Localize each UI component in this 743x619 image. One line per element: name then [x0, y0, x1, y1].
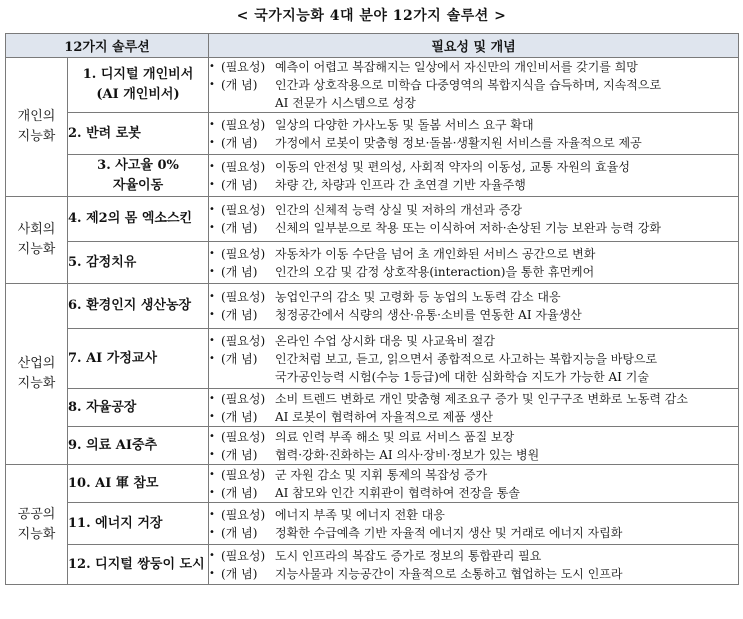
- need-text: 도시 인프라의 복잡도 증가로 정보의 통합관리 필요: [275, 548, 542, 563]
- need-item: [209, 428, 738, 446]
- concept-label: (개 념): [221, 351, 258, 366]
- concept-list: [209, 390, 738, 426]
- concept-label: (개 념): [221, 264, 258, 279]
- need-label: (필요성): [221, 117, 266, 132]
- need-label: (필요성): [221, 290, 266, 304]
- need-text: 농업인구의 감소 및 고령화 등 농업의 노동력 감소 대응: [275, 290, 561, 304]
- concept-label: (개 념): [221, 308, 258, 322]
- concept-cell: [209, 284, 739, 329]
- bullet-icon: •: [209, 118, 215, 130]
- bullet-icon: •: [209, 486, 215, 498]
- bullet-icon: •: [209, 468, 215, 480]
- bullet-icon: •: [209, 352, 215, 364]
- concept-cell: [209, 503, 739, 545]
- bullet-icon: •: [209, 526, 215, 538]
- concept-list: [209, 288, 738, 324]
- table-row: [6, 465, 739, 503]
- table-row: [6, 155, 739, 197]
- domain-cell: 산업의 지능화: [6, 284, 68, 465]
- concept-cell: [209, 389, 739, 427]
- concept-label: (개 념): [221, 409, 258, 424]
- need-text: 예측이 어렵고 복잡해지는 일상에서 자신만의 개인비서를 갖기를 희망: [275, 60, 638, 74]
- solution-name: 5. 감정치유: [68, 242, 209, 284]
- need-text: 에너지 부족 및 에너지 전환 대응: [275, 507, 445, 522]
- concept-list: [209, 506, 738, 542]
- bullet-icon: •: [209, 61, 215, 72]
- domain-cell: 사회의 지능화: [6, 197, 68, 284]
- table-row: [6, 503, 739, 545]
- concept-list: [209, 245, 738, 281]
- concept-label: (개 념): [221, 135, 258, 150]
- need-item: [209, 116, 738, 134]
- bullet-icon: •: [209, 392, 215, 404]
- concept-label: (개 념): [221, 221, 258, 235]
- concept-label: (개 념): [221, 525, 258, 540]
- table-row: [6, 242, 739, 284]
- bullet-icon: •: [209, 222, 215, 233]
- concept-list: [209, 428, 738, 464]
- domain-cell: 공공의 지능화: [6, 465, 68, 585]
- need-text: 온라인 수업 상시화 대응 및 사교육비 절감: [275, 333, 495, 348]
- concept-item: [209, 408, 738, 426]
- bullet-icon: •: [209, 136, 215, 148]
- solution-name: 7. AI 가정교사: [68, 329, 209, 389]
- bullet-icon: •: [209, 79, 215, 90]
- table-header-row: [6, 34, 739, 58]
- solution-name: 10. AI 軍 참모: [68, 465, 209, 503]
- concept-cell: [209, 329, 739, 389]
- bullet-icon: •: [209, 291, 215, 302]
- need-label: (필요성): [221, 429, 266, 444]
- need-label: (필요성): [221, 507, 266, 522]
- concept-item: [209, 446, 738, 464]
- bullet-icon: •: [209, 448, 215, 460]
- header-solution: 12가지 솔루션: [6, 34, 209, 58]
- concept-cell: [209, 465, 739, 503]
- concept-item: [209, 76, 738, 112]
- need-item: [209, 506, 738, 524]
- concept-cell: [209, 242, 739, 284]
- concept-label: (개 념): [221, 177, 258, 192]
- concept-item: [209, 306, 738, 324]
- concept-text: 청정공간에서 식량의 생산·유통·소비를 연동한 AI 자율생산: [275, 308, 582, 322]
- concept-item: [209, 134, 738, 152]
- concept-text: AI 로봇이 협력하여 자율적으로 제품 생산: [275, 409, 493, 424]
- need-text: 의료 인력 부족 해소 및 의료 서비스 품질 보장: [275, 429, 515, 444]
- need-item: [209, 390, 738, 408]
- bullet-icon: •: [209, 204, 215, 215]
- table-row: [6, 427, 739, 465]
- need-label: (필요성): [221, 203, 266, 217]
- concept-text: 가정에서 로봇이 맞춤형 정보·돌봄·생활지원 서비스를 자율적으로 제공: [275, 135, 642, 150]
- concept-list: [209, 58, 738, 112]
- concept-cell: [209, 155, 739, 197]
- concept-text: AI 참모와 인간 지휘관이 협력하여 전장을 통솔: [275, 485, 520, 500]
- concept-text: 인간과 상호작용으로 미학습 다중영역의 복합지식을 습득하며, 지속적으로 AI 전문가 시스템으로 성장: [275, 78, 662, 110]
- table-row: [6, 113, 739, 155]
- need-item: [209, 58, 738, 76]
- concept-text: 지능사물과 지능공간이 자율적으로 소통하고 협업하는 도시 인프라: [275, 566, 623, 581]
- need-text: 군 자원 감소 및 지휘 통제의 복잡성 증가: [275, 467, 488, 482]
- concept-list: [209, 547, 738, 583]
- concept-cell: [209, 197, 739, 242]
- concept-text: 인간의 오감 및 감정 상호작용(interaction)을 통한 휴먼케어: [275, 264, 595, 279]
- concept-label: (개 념): [221, 78, 258, 92]
- table-row: [6, 329, 739, 389]
- need-text: 자동차가 이동 수단을 넘어 초 개인화된 서비스 공간으로 변화: [275, 246, 596, 261]
- table-row: [6, 545, 739, 585]
- need-label: (필요성): [221, 467, 266, 482]
- need-label: (필요성): [221, 391, 266, 406]
- table-row: [6, 197, 739, 242]
- need-label: (필요성): [221, 60, 266, 74]
- concept-item: [209, 219, 738, 237]
- concept-label: (개 념): [221, 485, 258, 500]
- table-row: [6, 389, 739, 427]
- solution-name: 8. 자율공장: [68, 389, 209, 427]
- bullet-icon: •: [209, 178, 215, 190]
- solution-name: 4. 제2의 몸 엑소스킨: [68, 197, 209, 242]
- need-item: [209, 201, 738, 219]
- concept-item: [209, 350, 738, 386]
- bullet-icon: •: [209, 160, 215, 172]
- bullet-icon: •: [209, 549, 215, 561]
- concept-cell: [209, 113, 739, 155]
- bullet-icon: •: [209, 508, 215, 520]
- bullet-icon: •: [209, 265, 215, 277]
- need-label: (필요성): [221, 548, 266, 563]
- need-item: [209, 547, 738, 565]
- solutions-table: [5, 33, 739, 585]
- solution-name: 6. 환경인지 생산농장: [68, 284, 209, 329]
- need-label: (필요성): [221, 159, 266, 174]
- need-text: 이동의 안전성 및 편의성, 사회적 약자의 이동성, 교통 자원의 효율성: [275, 159, 630, 174]
- table-row: [6, 58, 739, 113]
- concept-text: 정확한 수급예측 기반 자율적 에너지 생산 및 거래로 에너지 자립화: [275, 525, 623, 540]
- need-item: [209, 332, 738, 350]
- concept-list: [209, 466, 738, 502]
- concept-list: [209, 201, 738, 237]
- concept-item: [209, 524, 738, 542]
- need-item: [209, 158, 738, 176]
- need-text: 일상의 다양한 가사노동 및 돌봄 서비스 요구 확대: [275, 117, 534, 132]
- concept-label: (개 념): [221, 447, 258, 462]
- need-label: (필요성): [221, 333, 266, 348]
- solution-name: 1. 디지털 개인비서 (AI 개인비서): [68, 58, 209, 113]
- solution-name: 11. 에너지 거장: [68, 503, 209, 545]
- solution-name: 2. 반려 로봇: [68, 113, 209, 155]
- table-row: [6, 284, 739, 329]
- concept-cell: [209, 58, 739, 113]
- need-text: 소비 트렌드 변화로 개인 맞춤형 제조요구 증가 및 인구구조 변화로 노동력 감소: [275, 391, 688, 406]
- concept-label: (개 념): [221, 566, 258, 581]
- need-text: 인간의 신체적 능력 상실 및 저하의 개선과 증강: [275, 203, 522, 217]
- solution-name: 12. 디지털 쌍둥이 도시: [68, 545, 209, 585]
- need-item: [209, 288, 738, 306]
- need-item: [209, 466, 738, 484]
- page-title: < 국가지능화 4대 분야 12가지 솔루션 >: [236, 8, 507, 24]
- domain-cell: 개인의 지능화: [6, 58, 68, 197]
- concept-cell: [209, 545, 739, 585]
- concept-item: [209, 484, 738, 502]
- concept-item: [209, 263, 738, 281]
- bullet-icon: •: [209, 247, 215, 259]
- bullet-icon: •: [209, 430, 215, 442]
- concept-text: 차량 간, 차량과 인프라 간 초연결 기반 자율주행: [275, 177, 526, 192]
- bullet-icon: •: [209, 567, 215, 579]
- bullet-icon: •: [209, 334, 215, 346]
- concept-list: [209, 332, 738, 386]
- need-label: (필요성): [221, 246, 266, 261]
- concept-text: 협력·강화·진화하는 AI 의사·장비·정보가 있는 병원: [275, 447, 540, 462]
- concept-text: 신체의 일부분으로 착용 또는 이식하여 저하·손상된 기능 보완과 능력 강화: [275, 221, 661, 235]
- concept-item: [209, 565, 738, 583]
- bullet-icon: •: [209, 309, 215, 320]
- bullet-icon: •: [209, 410, 215, 422]
- concept-cell: [209, 427, 739, 465]
- solution-name: 9. 의료 AI중추: [68, 427, 209, 465]
- concept-list: [209, 158, 738, 194]
- concept-list: [209, 116, 738, 152]
- concept-text: 인간처럼 보고, 듣고, 읽으면서 종합적으로 사고하는 복합지능을 바탕으로 국가공인능력 시험(수능 1등급)에 대한 심화학습 지도가 가능한 AI 기술: [275, 351, 658, 384]
- concept-item: [209, 176, 738, 194]
- header-concept: 필요성 및 개념: [209, 34, 739, 58]
- solution-name: 3. 사고율 0% 자율이동: [68, 155, 209, 197]
- need-item: [209, 245, 738, 263]
